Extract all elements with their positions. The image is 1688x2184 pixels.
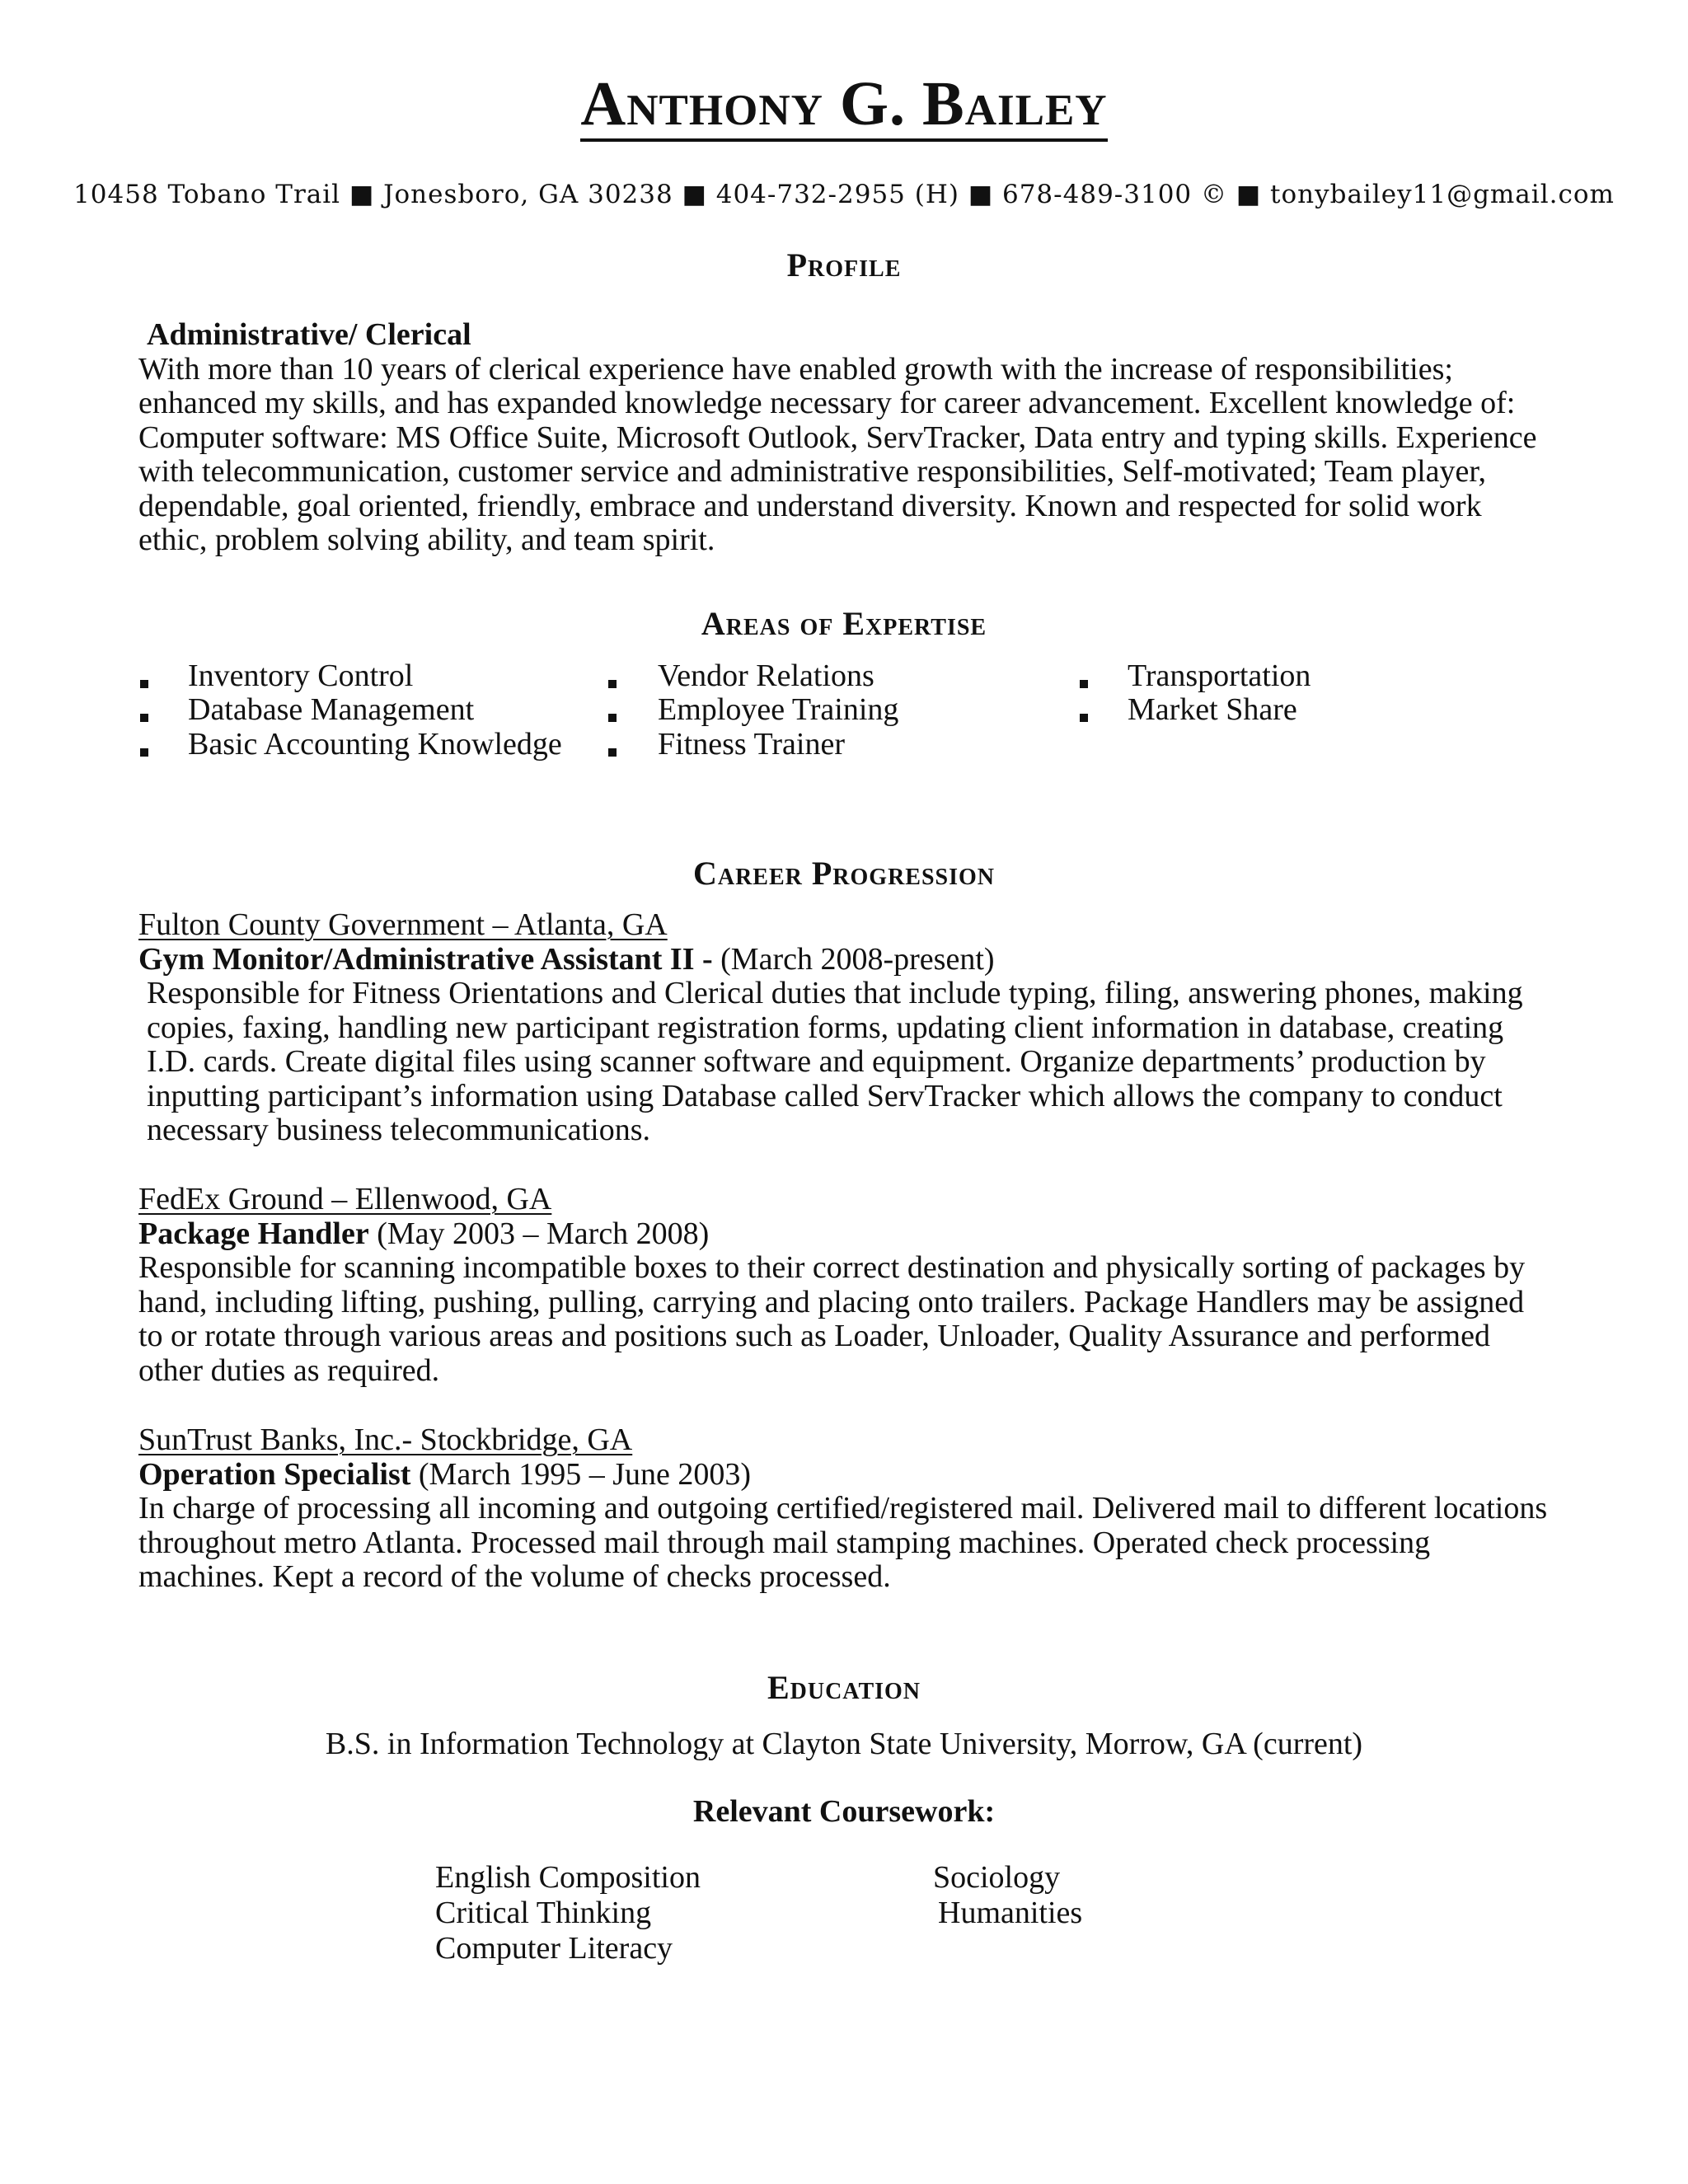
bullet-icon	[1080, 680, 1088, 688]
expertise-item: Vendor Relations	[658, 658, 874, 693]
section-title-profile: Profile	[786, 246, 902, 284]
job-description: In charge of processing all incoming and outgoing certified/registered mail. Delivered mail to different locations throughout metro Atlanta. Processed mail through mail stamping machines. Operated check processing machines. Kept a record of the volume of checks processed.	[138, 1491, 1548, 1594]
expertise-item: Employee Training	[658, 692, 899, 727]
job-dates: (May 2003 – March 2008)	[377, 1216, 710, 1251]
section-title-career: Career Progression	[692, 855, 996, 892]
bullet-icon	[140, 748, 148, 757]
expertise-item: Market Share	[1128, 692, 1297, 727]
bullet-icon	[608, 748, 617, 757]
contact-line: 10458 Tobano Trail ■ Jonesboro, GA 30238 ■ 404-732-2955 (H) ■ 678-489-3100 © ■ tonybailey11@gmail.com	[73, 180, 1615, 209]
job-role: Operation Specialist	[138, 1456, 411, 1492]
job-title-line	[138, 1458, 1556, 1493]
job-entry	[138, 1423, 1556, 1595]
expertise-item: Fitness Trainer	[658, 727, 845, 762]
job-title-line	[138, 943, 1556, 977]
job-description: Responsible for scanning incompatible boxes to their correct destination and physically sorting of packages by hand, including lifting, pushing, pulling, carrying and placing onto trailers. Package Handlers may be assigned to or rotate through various areas and positions such as Loader, Unloader, Quality Assurance and performed other duties as required.	[138, 1250, 1526, 1388]
education-degree: B.S. in Information Technology at Clayton State University, Morrow, GA (current)	[325, 1727, 1363, 1761]
job-employer: SunTrust Banks, Inc.- Stockbridge, GA	[138, 1422, 633, 1457]
expertise-item: Inventory Control	[188, 658, 414, 693]
profile-subtitle: Administrative/ Clerical	[147, 317, 471, 352]
bullet-icon	[1080, 714, 1088, 722]
course-item: Sociology	[933, 1860, 1061, 1895]
coursework-title: Relevant Coursework:	[692, 1794, 996, 1829]
job-entry	[138, 1183, 1556, 1388]
profile-text: With more than 10 years of clerical experience have enabled growth with the increase of responsibilities; enhanced my skills, and has expanded knowledge necessary for career advancement. Excellent knowledge of: Computer software: MS Office Suite, Microsoft Outlook, ServTracker, Data entry and typing skills. Experience with telecommunication, customer service and administrative responsibilities, Self-motivated; Team player, dependable, goal oriented, friendly, embrace and understand diversity. Known and respected for solid work ethic, problem solving ability, and team spirit.	[138, 351, 1537, 557]
expertise-item: Transportation	[1128, 658, 1311, 693]
section-title-education: Education	[767, 1669, 921, 1706]
bullet-icon	[140, 680, 148, 688]
job-entry	[138, 908, 1556, 1148]
profile-block	[138, 318, 1556, 558]
course-item: Humanities	[938, 1896, 1083, 1930]
job-title-line	[138, 1217, 1556, 1252]
job-employer: FedEx Ground – Ellenwood, GA	[138, 1182, 552, 1216]
job-role: Package Handler	[138, 1216, 369, 1251]
job-dates: (March 2008-present)	[720, 941, 995, 977]
bullet-icon	[608, 680, 617, 688]
bullet-icon	[140, 714, 148, 722]
job-role: Gym Monitor/Administrative Assistant II -	[138, 941, 713, 977]
job-employer: Fulton County Government – Atlanta, GA	[138, 907, 668, 942]
candidate-name: Anthony G. Bailey	[0, 73, 1688, 142]
job-dates: (March 1995 – June 2003)	[418, 1456, 752, 1492]
job-description: Responsible for Fitness Orientations and Clerical duties that include typing, filing, answering phones, making copies, faxing, handling new participant registration forms, updating client information in database, creating I.D. cards. Create digital files using scanner software and equipment. Organize departments’ production by inputting participant’s information using Database called ServTracker which allows the company to conduct necessary business telecommunications.	[147, 976, 1523, 1147]
course-item: Critical Thinking	[435, 1896, 652, 1930]
course-item: Computer Literacy	[435, 1931, 673, 1966]
bullet-icon	[608, 714, 617, 722]
section-title-expertise: Areas of Expertise	[701, 605, 987, 642]
expertise-item: Basic Accounting Knowledge	[188, 727, 562, 762]
course-item: English Composition	[435, 1860, 701, 1895]
expertise-item: Database Management	[188, 692, 475, 727]
